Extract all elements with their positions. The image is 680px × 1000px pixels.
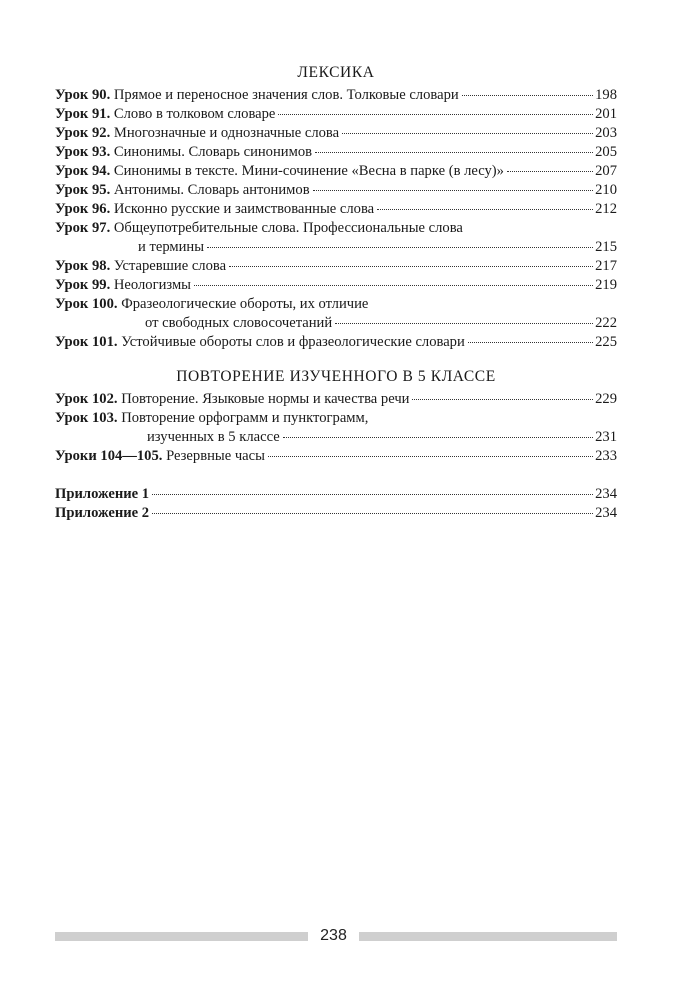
toc-entry-appendix[interactable]	[55, 485, 617, 504]
lesson-number: Урок 93.	[55, 144, 111, 160]
toc-entry[interactable]	[55, 390, 617, 409]
toc-entry[interactable]	[55, 257, 617, 276]
dot-leader	[278, 114, 593, 115]
lesson-title: Устойчивые обороты слов и фразеологические словари	[121, 334, 465, 350]
toc-entry[interactable]	[55, 409, 617, 447]
lesson-number: Урок 92.	[55, 125, 111, 141]
lesson-title: Многозначные и однозначные слова	[113, 125, 340, 141]
footer-bar-right	[359, 932, 617, 941]
table-of-contents	[55, 64, 617, 523]
toc-entry[interactable]	[55, 86, 617, 105]
dot-leader	[207, 247, 593, 248]
dot-leader	[268, 456, 593, 457]
lesson-title: Фразеологические обороты, их отличие	[121, 296, 369, 312]
dot-leader	[462, 95, 593, 96]
toc-entry[interactable]	[55, 124, 617, 143]
section-title-lexicon: ЛЕКСИКА	[297, 64, 375, 81]
lesson-title: Исконно русские и заимствованные слова	[113, 201, 375, 217]
dot-leader	[468, 342, 593, 343]
lesson-number: Уроки 104—105.	[55, 448, 163, 464]
lesson-title: Повторение. Языковые нормы и качества речи	[121, 391, 410, 407]
toc-entry[interactable]	[55, 105, 617, 124]
dot-leader	[283, 437, 593, 438]
toc-entry[interactable]	[55, 295, 617, 333]
page-ref: 219	[595, 277, 617, 293]
toc-entry[interactable]	[55, 200, 617, 219]
dot-leader	[152, 513, 593, 514]
lesson-title: Устаревшие слова	[113, 258, 227, 274]
toc-entry[interactable]	[55, 276, 617, 295]
lesson-number: Урок 95.	[55, 182, 111, 198]
page-ref: 234	[595, 486, 617, 502]
page-ref: 203	[595, 125, 617, 141]
lesson-number: Урок 102.	[55, 391, 118, 407]
dot-leader	[377, 209, 593, 210]
dot-leader	[313, 190, 594, 191]
lesson-title: Антонимы. Словарь антонимов	[113, 182, 310, 198]
lesson-title-continuation: изученных в 5 классе	[147, 429, 280, 445]
lesson-number: Урок 101.	[55, 334, 118, 350]
page-ref: 234	[595, 505, 617, 521]
dot-leader	[194, 285, 593, 286]
lesson-title: Резервные часы	[166, 448, 265, 464]
page-ref: 198	[595, 87, 617, 103]
section-title-review: ПОВТОРЕНИЕ ИЗУЧЕННОГО В 5 КЛАССЕ	[176, 368, 496, 385]
appendix-label: Приложение 1	[55, 486, 150, 502]
page-number: 238	[320, 927, 347, 944]
lesson-number: Урок 99.	[55, 277, 111, 293]
toc-entry[interactable]	[55, 447, 617, 466]
dot-leader	[342, 133, 593, 134]
lesson-number: Урок 97.	[55, 220, 111, 236]
dot-leader	[412, 399, 593, 400]
page-ref: 217	[595, 258, 617, 274]
page-ref: 233	[595, 448, 617, 464]
lesson-number: Урок 103.	[55, 410, 118, 426]
toc-entry[interactable]	[55, 143, 617, 162]
lesson-number: Урок 94.	[55, 163, 111, 179]
lesson-title: Синонимы. Словарь синонимов	[113, 144, 313, 160]
toc-entry[interactable]	[55, 219, 617, 257]
page-footer	[55, 924, 617, 948]
footer-bar-left	[55, 932, 308, 941]
page-ref: 212	[595, 201, 617, 217]
lesson-number: Урок 100.	[55, 296, 118, 312]
lesson-title: Слово в толковом словаре	[113, 106, 276, 122]
page-ref: 225	[595, 334, 617, 350]
page-ref: 205	[595, 144, 617, 160]
lesson-number: Урок 96.	[55, 201, 111, 217]
page-ref: 229	[595, 391, 617, 407]
toc-entry[interactable]	[55, 162, 617, 181]
dot-leader	[152, 494, 593, 495]
lesson-title: Синонимы в тексте. Мини-сочинение «Весна в парке (в лесу)»	[113, 163, 504, 179]
lesson-title-continuation: и термины	[138, 239, 205, 255]
page-ref: 222	[595, 315, 617, 331]
lesson-title: Прямое и переносное значения слов. Толковые словари	[113, 87, 459, 103]
page-ref: 207	[595, 163, 617, 179]
spacer	[55, 466, 617, 485]
lesson-title: Общеупотребительные слова. Профессиональные слова	[113, 220, 463, 236]
dot-leader	[315, 152, 593, 153]
dot-leader	[229, 266, 593, 267]
page-ref: 215	[595, 239, 617, 255]
lesson-number: Урок 90.	[55, 87, 111, 103]
lesson-number: Урок 98.	[55, 258, 111, 274]
page-ref: 201	[595, 106, 617, 122]
lesson-number: Урок 91.	[55, 106, 111, 122]
toc-entry-appendix[interactable]	[55, 504, 617, 523]
page-ref: 210	[595, 182, 617, 198]
toc-entry[interactable]	[55, 181, 617, 200]
lesson-title: Неологизмы	[113, 277, 191, 293]
dot-leader	[335, 323, 593, 324]
lesson-title-continuation: от свободных словосочетаний	[145, 315, 333, 331]
toc-entry[interactable]	[55, 333, 617, 352]
dot-leader	[507, 171, 593, 172]
appendix-label: Приложение 2	[55, 505, 150, 521]
lesson-title: Повторение орфограмм и пунктограмм,	[121, 410, 369, 426]
page-ref: 231	[595, 429, 617, 445]
